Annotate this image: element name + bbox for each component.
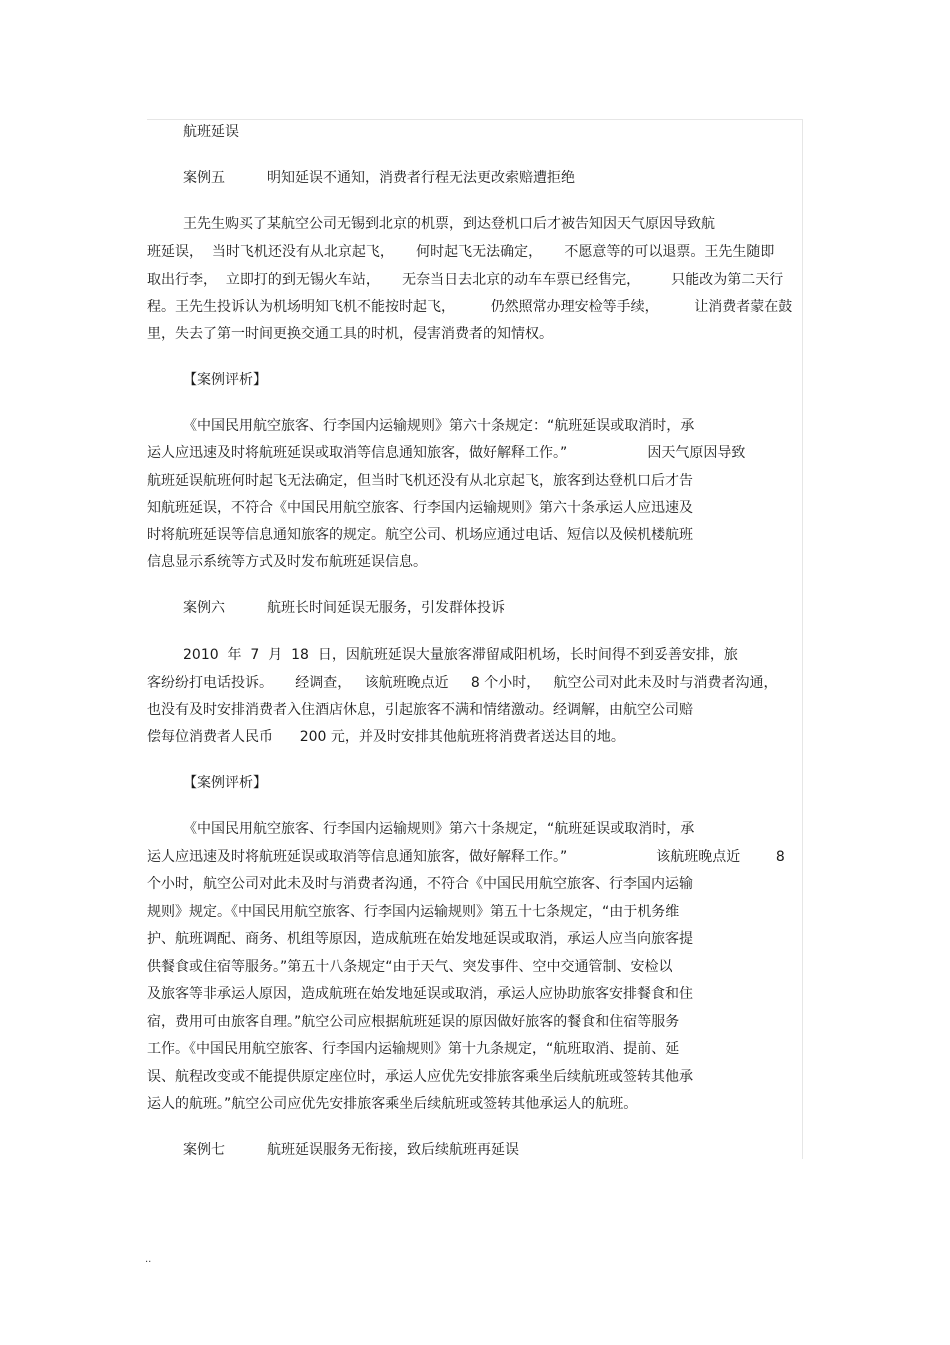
case-5-story-line: 班延误， 当时飞机还没有从北京起飞， 何时起飞无法确定， 不愿意等的可以退票。王先生随即 xyxy=(147,244,775,260)
case-5-analysis-line: 时将航班延误等信息通知旅客的规定。航空公司、机场应通过电话、短信以及候机楼航班 xyxy=(147,527,693,543)
case-5-analysis-line: 航班延误航班何时起飞无法确定，但当时飞机还没有从北京起飞，旅客到达登机口后才告 xyxy=(147,473,693,489)
case-6-analysis-line: 《中国民用航空旅客、行李国内运输规则》第六十条规定，“航班延误或取消时，承 xyxy=(183,821,695,837)
case-6-analysis-line: 规则》规定。《中国民用航空旅客、行李国内运输规则》第五十七条规定，“由于机务维 xyxy=(147,904,680,920)
case-5-analysis-line: 《中国民用航空旅客、行李国内运输规则》第六十条规定：“航班延误或取消时，承 xyxy=(183,418,695,434)
case-6-story-line: 也没有及时安排消费者入住酒店休息，引起旅客不满和情绪激动。经调解，由航空公司赔 xyxy=(147,702,693,718)
case-6-analysis-line: 工作。《中国民用航空旅客、行李国内运输规则》第十九条规定，“航班取消、提前、延 xyxy=(147,1041,680,1057)
case-5-story-line: 里，失去了第一时间更换交通工具的时机，侵害消费者的知情权。 xyxy=(147,326,553,342)
case-5-story-line: 程。王先生投诉认为机场明知飞机不能按时起飞， 仍然照常办理安检等手续， 让消费者蒙在鼓 xyxy=(147,299,793,315)
case-6-analysis-line: 个小时，航空公司对此未及时与消费者沟通，不符合《中国民用航空旅客、行李国内运输 xyxy=(147,876,693,892)
case-6-analysis-line: 运人应迅速及时将航班延误或取消等信息通知旅客，做好解释工作。” 该航班晚点近 8 xyxy=(147,849,785,865)
case-6-analysis-line: 护、航班调配、商务、机组等原因，造成航班在始发地延误或取消，承运人应当向旅客提 xyxy=(147,931,693,947)
case-5-story-line: 取出行李， 立即打的到无锡火车站， 无奈当日去北京的动车车票已经售完， 只能改为第二天行 xyxy=(147,272,784,288)
case-6-analysis-line: 及旅客等非承运人原因，造成航班在始发地延误或取消，承运人应协助旅客安排餐食和住 xyxy=(147,986,693,1002)
case-6-analysis-line: 宿，费用可由旅客自理。”航空公司应根据航班延误的原因做好旅客的餐食和住宿等服务 xyxy=(147,1014,680,1030)
page-footer-mark: .. xyxy=(145,1254,152,1265)
case-6-analysis-line: 供餐食或住宿等服务。”第五十八条规定“由于天气、突发事件、空中交通管制、安检以 xyxy=(147,959,673,975)
case-5-story-line: 王先生购买了某航空公司无锡到北京的机票，到达登机口后才被告知因天气原因导致航 xyxy=(183,216,715,232)
case-5-title: 案例五 明知延误不通知，消费者行程无法更改索赔遭拒绝 xyxy=(183,170,575,186)
case-6-title: 案例六 航班长时间延误无服务，引发群体投诉 xyxy=(183,600,505,616)
case-6-story-line: 偿每位消费者人民币 200 元，并及时安排其他航班将消费者送达目的地。 xyxy=(147,729,625,745)
case-6-analysis-line: 误、航程改变或不能提供原定座位时，承运人应优先安排旅客乘坐后续航班或签转其他承 xyxy=(147,1069,693,1085)
case-6-analysis-line: 运人的航班。”航空公司应优先安排旅客乘坐后续航班或签转其他承运人的航班。 xyxy=(147,1096,638,1112)
document-heading: 航班延误 xyxy=(183,124,239,140)
case-5-analysis-line: 信息显示系统等方式及时发布航班延误信息。 xyxy=(147,554,427,570)
case-6-analysis-heading: 【案例评析】 xyxy=(183,775,267,791)
case-7-title: 案例七 航班延误服务无衔接，致后续航班再延误 xyxy=(183,1142,519,1158)
case-6-story-line: 2010 年 7 月 18 日，因航班延误大量旅客滞留咸阳机场，长时间得不到妥善安排，旅 xyxy=(183,647,738,663)
case-6-story-line: 客纷纷打电话投诉。 经调查， 该航班晚点近 8 个小时， 航空公司对此未及时与消费者沟通， xyxy=(147,675,778,691)
case-5-analysis-heading: 【案例评析】 xyxy=(183,372,267,388)
case-5-analysis-line: 知航班延误，不符合《中国民用航空旅客、行李国内运输规则》第六十条承运人应迅速及 xyxy=(147,500,693,516)
case-5-analysis-line: 运人应迅速及时将航班延误或取消等信息通知旅客，做好解释工作。” 因天气原因导致 xyxy=(147,445,746,461)
